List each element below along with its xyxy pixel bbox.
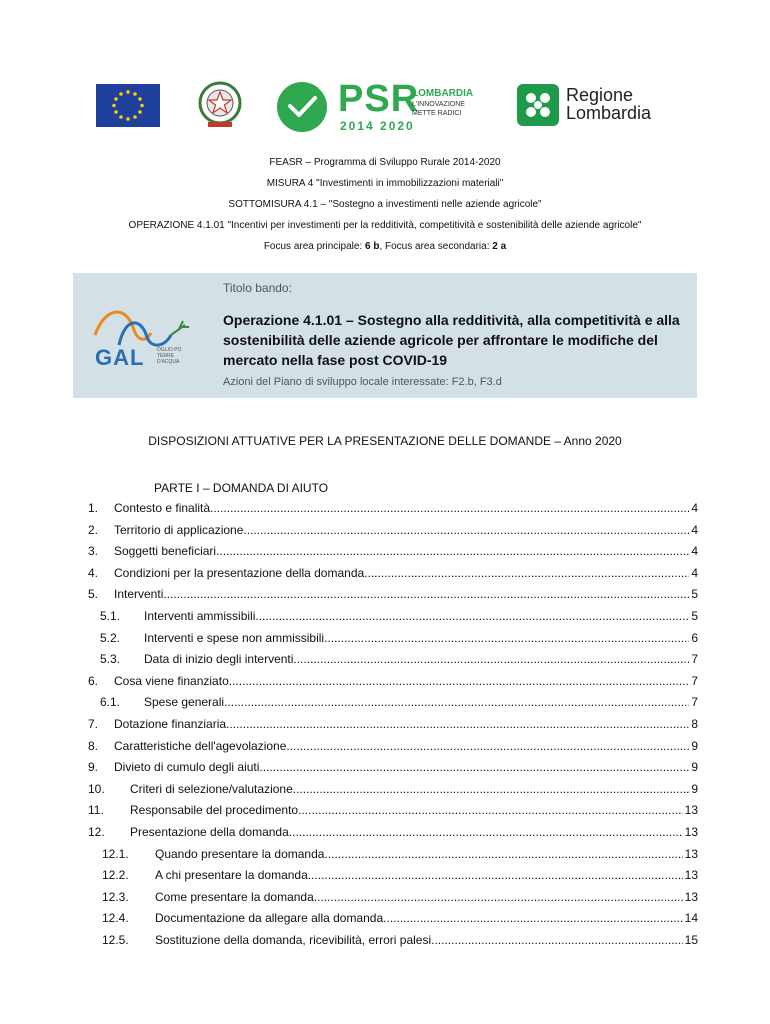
toc-leader-dots bbox=[226, 717, 689, 731]
toc-leader-dots bbox=[298, 803, 683, 817]
toc-entry-title: Sostituzione della domanda, ricevibilità, errori palesi bbox=[155, 932, 432, 947]
toc-entry-title: Soggetti beneficiari bbox=[114, 544, 217, 559]
toc-entry-title: Criteri di selezione/valutazione bbox=[130, 781, 293, 796]
toc-leader-dots bbox=[229, 674, 690, 688]
toc-entry[interactable] bbox=[88, 779, 698, 801]
toc-leader-dots bbox=[431, 933, 683, 947]
header-line-4: OPERAZIONE 4.1.01 "Incentivi per investimenti per la redditività, competitività e sostenibilità delle aziende agricole" bbox=[128, 220, 642, 231]
psr-logo-text: PSR bbox=[338, 78, 420, 120]
toc-entry-number: 5.3. bbox=[100, 652, 121, 667]
psr-logo-years: 2014 2020 bbox=[340, 119, 415, 133]
toc-entry-number: 11. bbox=[88, 803, 104, 818]
toc-entry-title: Spese generali bbox=[144, 695, 225, 710]
part-title: PARTE I – DOMANDA DI AIUTO bbox=[154, 481, 329, 495]
table-of-contents bbox=[88, 498, 698, 951]
toc-entry-page: 9 bbox=[691, 760, 698, 775]
focus-prefix: Focus area principale: bbox=[263, 241, 365, 252]
toc-entry-title: A chi presentare la domanda bbox=[155, 868, 308, 883]
gal-logo-text: GAL bbox=[95, 345, 145, 370]
toc-leader-dots bbox=[364, 566, 689, 580]
toc-entry-title: Responsabile del procedimento bbox=[130, 803, 299, 818]
toc-entry-number: 6. bbox=[88, 673, 99, 688]
toc-entry-number: 5.2. bbox=[100, 630, 121, 645]
toc-leader-dots bbox=[163, 587, 689, 601]
toc-entry[interactable] bbox=[88, 692, 698, 714]
toc-entry-title: Caratteristiche dell'agevolazione bbox=[114, 738, 287, 753]
toc-entry[interactable] bbox=[88, 844, 698, 866]
header-line-1: FEASR – Programma di Sviluppo Rurale 2014-2020 bbox=[269, 157, 501, 168]
toc-leader-dots bbox=[314, 890, 683, 904]
toc-entry-page: 13 bbox=[684, 868, 698, 883]
psr-check-icon bbox=[277, 82, 327, 132]
toc-leader-dots bbox=[224, 695, 689, 709]
toc-entry-page: 13 bbox=[684, 846, 698, 861]
toc-entry-number: 10. bbox=[88, 781, 105, 796]
toc-entry[interactable] bbox=[88, 757, 698, 779]
toc-entry-number: 12. bbox=[88, 824, 105, 839]
toc-entry[interactable] bbox=[88, 606, 698, 628]
toc-entry[interactable] bbox=[88, 800, 698, 822]
toc-entry-page: 4 bbox=[691, 522, 698, 537]
toc-entry[interactable] bbox=[88, 649, 698, 671]
toc-entry-title: Interventi e spese non ammissibili bbox=[144, 630, 325, 645]
regione-lombardia-name: Regione Lombardia bbox=[566, 85, 652, 123]
toc-entry[interactable] bbox=[88, 822, 698, 844]
toc-entry-title: Presentazione della domanda bbox=[130, 824, 289, 839]
toc-entry-number: 12.1. bbox=[102, 846, 129, 861]
toc-entry-number: 12.4. bbox=[102, 911, 129, 926]
toc-entry-page: 5 bbox=[691, 608, 698, 623]
header-line-3: SOTTOMISURA 4.1 – "Sostegno a investimenti nelle aziende agricole" bbox=[228, 199, 542, 210]
focus-mid: , Focus area secondaria: bbox=[379, 241, 493, 252]
toc-entry-title: Contesto e finalità bbox=[114, 501, 211, 515]
toc-entry-page: 4 bbox=[691, 565, 698, 580]
toc-leader-dots bbox=[324, 847, 682, 861]
psr-logo-tagline: L'INNOVAZIONE METTE RADICI bbox=[412, 101, 465, 117]
banner-label: Titolo bando: bbox=[223, 281, 292, 295]
toc-entry-page: 13 bbox=[684, 824, 698, 839]
toc-leader-dots bbox=[289, 825, 683, 839]
focus-secondary: 2 a bbox=[492, 241, 507, 252]
focus-main: 6 b bbox=[364, 241, 380, 252]
toc-leader-dots bbox=[293, 782, 690, 796]
call-title-banner bbox=[73, 273, 697, 398]
banner-title: Operazione 4.1.01 – Sostegno alla redditività, alla competitività e alla sostenibilità delle aziende agricole per affrontare le modifiche del mercato nella fase post COVID-19 bbox=[223, 312, 680, 368]
toc-entry-number: 4. bbox=[88, 565, 99, 580]
toc-entry-page: 9 bbox=[691, 781, 698, 796]
toc-entry-number: 8. bbox=[88, 738, 99, 753]
toc-entry-page: 6 bbox=[691, 630, 698, 645]
toc-leader-dots bbox=[286, 739, 689, 753]
toc-entry-title: Interventi bbox=[114, 587, 164, 602]
toc-entry-title: Quando presentare la domanda bbox=[155, 846, 325, 861]
toc-entry-page: 14 bbox=[684, 911, 698, 926]
toc-entry-page: 7 bbox=[691, 652, 698, 667]
toc-leader-dots bbox=[243, 523, 689, 537]
psr-logo-region: LOMBARDIA bbox=[412, 88, 474, 99]
toc-leader-dots bbox=[216, 544, 689, 558]
logo-bar bbox=[0, 78, 770, 138]
toc-leader-dots bbox=[259, 760, 689, 774]
toc-entry-page: 4 bbox=[691, 501, 698, 515]
document-title: DISPOSIZIONI ATTUATIVE PER LA PRESENTAZIONE DELLE DOMANDE – Anno 2020 bbox=[148, 434, 622, 448]
toc-entry-title: Data di inizio degli interventi bbox=[144, 652, 294, 667]
toc-entry-page: 4 bbox=[691, 544, 698, 559]
toc-entry[interactable] bbox=[88, 714, 698, 736]
toc-entry-number: 6.1. bbox=[100, 695, 121, 710]
toc-entry[interactable] bbox=[88, 930, 698, 952]
toc-entry-number: 3. bbox=[88, 544, 99, 559]
italian-republic-emblem bbox=[196, 80, 244, 130]
toc-entry-page: 9 bbox=[691, 738, 698, 753]
toc-entry-number: 9. bbox=[88, 760, 99, 775]
toc-entry[interactable] bbox=[88, 887, 698, 909]
header-line-2: MISURA 4 "Investimenti in immobilizzazioni materiali" bbox=[266, 178, 504, 189]
toc-entry[interactable] bbox=[88, 628, 698, 650]
eu-flag-logo bbox=[96, 84, 160, 127]
toc-entry-page: 5 bbox=[691, 587, 698, 602]
toc-entry-title: Dotazione finanziaria bbox=[114, 716, 227, 731]
gal-logo-subtitle: OGLIO PO TERRE D'ACQUA bbox=[157, 347, 182, 365]
toc-entry-number: 12.2. bbox=[102, 868, 129, 883]
toc-entry[interactable] bbox=[88, 563, 698, 585]
toc-entry-title: Documentazione da allegare alla domanda bbox=[155, 911, 384, 926]
toc-leader-dots bbox=[324, 631, 689, 645]
toc-entry-number: 1. bbox=[88, 501, 99, 515]
toc-entry[interactable] bbox=[88, 865, 698, 887]
focus-area-line bbox=[0, 240, 770, 261]
program-header bbox=[0, 156, 770, 261]
toc-entry-title: Divieto di cumulo degli aiuti bbox=[114, 760, 260, 775]
banner-actions: Azioni del Piano di sviluppo locale interessate: F2.b, F3.d bbox=[223, 376, 502, 388]
toc-entry-number: 5.1. bbox=[100, 608, 121, 623]
toc-entry[interactable] bbox=[88, 736, 698, 758]
toc-leader-dots bbox=[255, 609, 689, 623]
toc-entry[interactable] bbox=[88, 520, 698, 542]
toc-entry-title: Cosa viene finanziato bbox=[114, 673, 229, 688]
toc-leader-dots bbox=[383, 911, 682, 925]
toc-entry-page: 13 bbox=[684, 889, 698, 904]
toc-entry-title: Condizioni per la presentazione della domanda bbox=[114, 565, 365, 580]
toc-entry-page: 8 bbox=[691, 716, 698, 731]
toc-entry-number: 5. bbox=[88, 587, 99, 602]
toc-entry[interactable] bbox=[88, 584, 698, 606]
toc-leader-dots bbox=[308, 868, 683, 882]
toc-entry-page: 13 bbox=[684, 803, 698, 818]
toc-entry[interactable] bbox=[88, 541, 698, 563]
toc-entry-number: 2. bbox=[88, 522, 99, 537]
toc-entry-title: Territorio di applicazione bbox=[114, 522, 244, 537]
toc-entry-page: 15 bbox=[684, 932, 698, 947]
toc-leader-dots bbox=[293, 652, 689, 666]
toc-entry-title: Interventi ammissibili bbox=[144, 608, 256, 623]
regione-lombardia-icon bbox=[517, 84, 559, 126]
toc-entry[interactable] bbox=[88, 498, 698, 520]
toc-entry-title: Come presentare la domanda bbox=[155, 889, 314, 904]
toc-entry-page: 7 bbox=[691, 673, 698, 688]
toc-entry-number: 12.5. bbox=[102, 932, 129, 947]
toc-leader-dots bbox=[210, 501, 689, 515]
toc-entry[interactable] bbox=[88, 671, 698, 693]
toc-entry[interactable] bbox=[88, 908, 698, 930]
toc-entry-page: 7 bbox=[691, 695, 698, 710]
toc-entry-number: 12.3. bbox=[102, 889, 129, 904]
toc-entry-number: 7. bbox=[88, 716, 99, 731]
